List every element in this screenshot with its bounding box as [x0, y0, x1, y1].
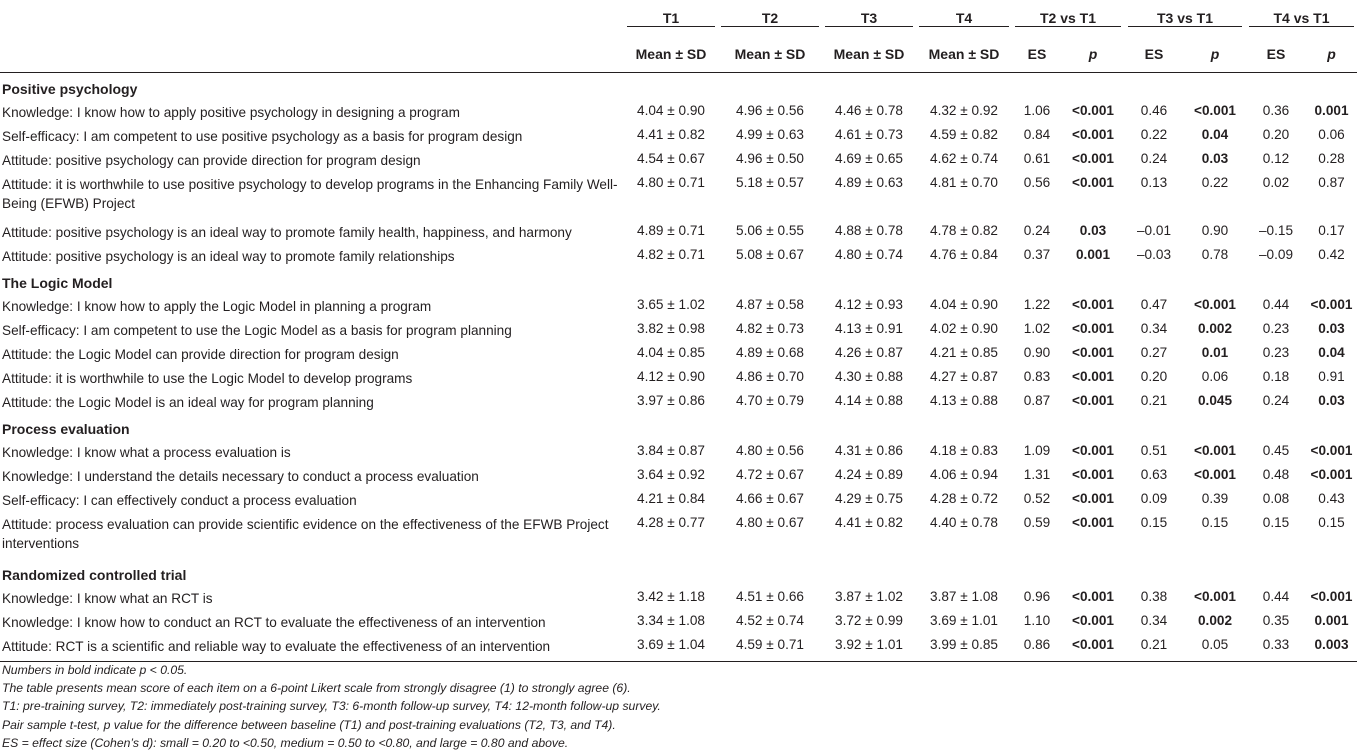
cell-p3: 0.22	[1201, 175, 1229, 190]
cell-t1: 3.34 ± 1.08	[637, 613, 705, 628]
cell-es3: 0.51	[1140, 443, 1168, 458]
cell-t2: 4.86 ± 0.70	[736, 369, 804, 384]
cell-es2: 0.84	[1023, 127, 1051, 142]
cell-t1: 3.97 ± 0.86	[637, 393, 705, 408]
cell-t2: 4.70 ± 0.79	[736, 393, 804, 408]
cell-t2: 4.87 ± 0.58	[736, 297, 804, 312]
item-label: Attitude: it is worthwhile to use the Logic Model to develop programs	[2, 371, 413, 386]
cell-es3: 0.34	[1140, 613, 1168, 628]
table-row	[0, 609, 1357, 633]
header-mean-sd: Mean ± SD	[718, 36, 822, 73]
cell-t3: 4.29 ± 0.75	[835, 491, 903, 506]
cell-es3: 0.63	[1140, 467, 1168, 482]
cell-t2: 4.51 ± 0.66	[736, 589, 804, 604]
cell-t3: 3.87 ± 1.02	[835, 589, 903, 604]
table-footnotes	[2, 661, 661, 752]
header-t4-vs-t1: T4 vs T1	[1246, 0, 1357, 36]
cell-es3: 0.15	[1140, 515, 1168, 530]
table-row	[0, 389, 1357, 413]
cell-es3: 0.46	[1140, 103, 1168, 118]
cell-t4: 3.99 ± 0.85	[916, 633, 1012, 662]
cell-t2: 4.82 ± 0.73	[736, 321, 804, 336]
cell-es4: –0.09	[1258, 247, 1294, 262]
header-row-sub	[0, 36, 1357, 73]
cell-t4: 4.59 ± 0.82	[930, 127, 998, 142]
cell-t1: 3.64 ± 0.92	[637, 467, 705, 482]
cell-t1: 3.65 ± 1.02	[637, 297, 705, 312]
cell-es3: 0.13	[1140, 175, 1168, 190]
header-blank	[0, 0, 624, 36]
table-row	[0, 341, 1357, 365]
cell-t3: 4.13 ± 0.91	[835, 321, 903, 336]
cell-t3: 4.61 ± 0.73	[835, 127, 903, 142]
table-row	[0, 633, 1357, 662]
section-header-row	[0, 73, 1357, 100]
table-row	[0, 243, 1357, 267]
item-label: Attitude: positive psychology is an ideal way to promote family health, happiness, and harmony	[2, 225, 572, 240]
cell-t2: 5.06 ± 0.55	[736, 223, 804, 238]
cell-p3: 0.04	[1201, 127, 1229, 142]
cell-p3: <0.001	[1194, 467, 1236, 482]
cell-p4: 0.15	[1318, 515, 1345, 530]
cell-es4: 0.08	[1262, 491, 1290, 506]
cell-p4: <0.001	[1310, 589, 1353, 604]
cell-p3: <0.001	[1194, 297, 1236, 312]
header-es: ES	[1124, 36, 1184, 73]
cell-p2: <0.001	[1072, 175, 1114, 190]
cell-t3: 4.26 ± 0.87	[835, 345, 903, 360]
header-es: ES	[1012, 36, 1062, 73]
cell-t1: 4.21 ± 0.84	[637, 491, 705, 506]
cell-es4: 0.48	[1262, 467, 1290, 482]
table-row	[0, 585, 1357, 609]
cell-t1: 3.42 ± 1.18	[637, 589, 705, 604]
header-blank	[0, 36, 624, 73]
section-title: Randomized controlled trial	[2, 567, 187, 583]
cell-p4: <0.001	[1310, 467, 1353, 482]
cell-p4: 0.06	[1318, 127, 1345, 142]
cell-t1: 4.82 ± 0.71	[637, 247, 705, 262]
cell-t1: 3.69 ± 1.04	[624, 633, 718, 662]
cell-es4: 0.18	[1262, 369, 1290, 384]
cell-es3: 0.20	[1140, 369, 1168, 384]
cell-es2: 0.61	[1023, 151, 1051, 166]
table-row	[0, 463, 1357, 487]
cell-es4: 0.24	[1262, 393, 1290, 408]
cell-t3: 4.88 ± 0.78	[835, 223, 903, 238]
cell-t1: 3.82 ± 0.98	[637, 321, 705, 336]
cell-t4: 4.78 ± 0.82	[930, 223, 998, 238]
cell-es3: 0.22	[1140, 127, 1168, 142]
header-es: ES	[1246, 36, 1306, 73]
table-row	[0, 317, 1357, 341]
section-header-row	[0, 559, 1357, 585]
cell-t1: 4.04 ± 0.90	[637, 103, 705, 118]
cell-p3: 0.39	[1201, 491, 1229, 506]
table-row	[0, 365, 1357, 389]
item-label: Self-efficacy: I am competent to use positive psychology as a basis for program design	[2, 129, 523, 144]
cell-p2: <0.001	[1072, 345, 1114, 360]
cell-t2: 4.52 ± 0.74	[736, 613, 804, 628]
cell-es2: 1.09	[1023, 443, 1051, 458]
cell-p4: 0.03	[1318, 321, 1345, 336]
cell-es2: 1.22	[1023, 297, 1051, 312]
cell-es4: 0.44	[1262, 297, 1290, 312]
cell-es4: 0.45	[1262, 443, 1290, 458]
footnote: The table presents mean score of each item on a 6-point Likert scale from strongly disagree (1) to strongly agree (6).	[2, 681, 631, 696]
cell-es3: 0.38	[1140, 589, 1168, 604]
cell-t1: 4.54 ± 0.67	[637, 151, 705, 166]
item-label: Knowledge: I know what an RCT is	[2, 591, 213, 606]
header-mean-sd: Mean ± SD	[624, 36, 718, 73]
cell-es3: 0.34	[1140, 321, 1168, 336]
cell-p3: <0.001	[1194, 103, 1236, 118]
header-p: p	[1306, 36, 1357, 73]
cell-es2: 0.24	[1023, 223, 1051, 238]
table-row	[0, 219, 1357, 243]
cell-p3: 0.05	[1184, 633, 1246, 662]
cell-p4: 0.003	[1306, 633, 1357, 662]
cell-t2: 4.80 ± 0.56	[736, 443, 804, 458]
section-title: The Logic Model	[2, 275, 113, 291]
item-label: Attitude: positive psychology is an ideal way to promote family relationships	[2, 249, 455, 264]
cell-t4: 3.87 ± 1.08	[930, 589, 998, 604]
cell-t4: 4.40 ± 0.78	[930, 515, 998, 530]
header-t2-vs-t1: T2 vs T1	[1012, 0, 1124, 36]
cell-t4: 4.32 ± 0.92	[930, 103, 998, 118]
cell-p3: <0.001	[1194, 443, 1236, 458]
cell-es4: –0.15	[1258, 223, 1294, 238]
cell-p2: <0.001	[1072, 151, 1114, 166]
cell-es2: 0.90	[1023, 345, 1051, 360]
cell-es2: 1.06	[1023, 103, 1051, 118]
cell-p4: <0.001	[1310, 443, 1353, 458]
cell-es3: –0.01	[1136, 223, 1172, 238]
cell-t4: 3.69 ± 1.01	[930, 613, 998, 628]
cell-t2: 4.80 ± 0.67	[736, 515, 804, 530]
cell-t2: 5.08 ± 0.67	[736, 247, 804, 262]
cell-p4: 0.17	[1318, 223, 1345, 238]
section-header-row	[0, 413, 1357, 439]
cell-t1: 4.12 ± 0.90	[637, 369, 705, 384]
cell-es4: 0.33	[1246, 633, 1306, 662]
section-title: Positive psychology	[2, 81, 138, 97]
item-label: Attitude: the Logic Model is an ideal way for program planning	[2, 395, 374, 410]
cell-t3: 4.69 ± 0.65	[835, 151, 903, 166]
cell-t3: 4.31 ± 0.86	[835, 443, 903, 458]
cell-p2: <0.001	[1072, 321, 1114, 336]
cell-t4: 4.02 ± 0.90	[930, 321, 998, 336]
cell-p2: <0.001	[1072, 613, 1114, 628]
cell-t3: 4.24 ± 0.89	[835, 467, 903, 482]
table-body	[0, 73, 1357, 662]
cell-es4: 0.15	[1262, 515, 1290, 530]
cell-es3: –0.03	[1136, 247, 1172, 262]
cell-es4: 0.36	[1262, 103, 1290, 118]
cell-t1: 4.28 ± 0.77	[637, 515, 705, 530]
footnote: ES = effect size (Cohen’s d): small = 0.20 to <0.50, medium = 0.50 to <0.80, and large = 0.80 and above.	[2, 735, 569, 750]
cell-p4: 0.001	[1314, 613, 1349, 628]
cell-t4: 4.76 ± 0.84	[930, 247, 998, 262]
cell-es4: 0.23	[1262, 345, 1290, 360]
cell-p2: 0.03	[1079, 223, 1107, 238]
table-row	[0, 123, 1357, 147]
cell-es2: 0.96	[1023, 589, 1051, 604]
item-label: Self-efficacy: I can effectively conduct a process evaluation	[2, 493, 357, 508]
header-mean-sd: Mean ± SD	[916, 36, 1012, 73]
item-label: Knowledge: I know how to apply positive psychology in designing a program	[2, 105, 460, 120]
footnote: T1: pre-training survey, T2: immediately post-training survey, T3: 6-month follow-up survey, T4: 12-month follow-up survey.	[2, 699, 661, 714]
cell-t4: 4.18 ± 0.83	[930, 443, 998, 458]
item-label: Attitude: RCT is a scientific and reliable way to evaluate the effectiveness of an intervention	[0, 633, 624, 662]
cell-p3: 0.06	[1201, 369, 1229, 384]
cell-es4: 0.35	[1262, 613, 1290, 628]
cell-es2: 1.10	[1023, 613, 1051, 628]
cell-t2: 4.96 ± 0.50	[736, 151, 804, 166]
table-row	[0, 439, 1357, 463]
item-label: Knowledge: I know what a process evaluation is	[2, 445, 291, 460]
header-t4: T4	[916, 0, 1012, 36]
cell-es4: 0.02	[1262, 175, 1290, 190]
cell-p4: 0.42	[1318, 247, 1345, 262]
cell-p3: 0.01	[1201, 345, 1229, 360]
item-label: Attitude: positive psychology can provide direction for program design	[2, 153, 421, 168]
cell-t4: 4.81 ± 0.70	[930, 175, 998, 190]
table-row	[0, 147, 1357, 171]
cell-t3: 4.14 ± 0.88	[835, 393, 903, 408]
cell-p2: <0.001	[1072, 589, 1114, 604]
header-p: p	[1184, 36, 1246, 73]
cell-p2: 0.001	[1075, 247, 1111, 262]
cell-t2: 5.18 ± 0.57	[736, 175, 804, 190]
cell-t3: 4.12 ± 0.93	[835, 297, 903, 312]
cell-t4: 4.62 ± 0.74	[930, 151, 998, 166]
cell-t3: 4.80 ± 0.74	[835, 247, 903, 262]
cell-p4: 0.001	[1314, 103, 1349, 118]
cell-p3: 0.78	[1201, 247, 1229, 262]
cell-t1: 4.80 ± 0.71	[637, 175, 705, 190]
cell-p4: 0.28	[1318, 151, 1345, 166]
cell-es3: 0.21	[1124, 633, 1184, 662]
cell-t3: 4.89 ± 0.63	[835, 175, 903, 190]
cell-p4: 0.87	[1318, 175, 1345, 190]
footnote: Numbers in bold indicate p < 0.05.	[2, 663, 188, 677]
cell-t1: 4.89 ± 0.71	[637, 223, 705, 238]
cell-t2: 4.89 ± 0.68	[736, 345, 804, 360]
cell-p3: 0.002	[1197, 613, 1233, 628]
cell-p2: <0.001	[1072, 369, 1114, 384]
cell-t1: 4.04 ± 0.85	[637, 345, 705, 360]
table-row	[0, 487, 1357, 511]
cell-es2: 0.52	[1023, 491, 1051, 506]
cell-t4: 4.13 ± 0.88	[930, 393, 998, 408]
cell-t2: 4.96 ± 0.56	[736, 103, 804, 118]
cell-p4: <0.001	[1310, 297, 1353, 312]
cell-t2: 4.59 ± 0.71	[718, 633, 822, 662]
header-row-top	[0, 0, 1357, 36]
cell-p2: <0.001	[1072, 393, 1114, 408]
cell-p2: <0.001	[1072, 491, 1114, 506]
cell-p3: 0.15	[1201, 515, 1229, 530]
cell-t4: 4.27 ± 0.87	[930, 369, 998, 384]
cell-es3: 0.27	[1140, 345, 1168, 360]
item-label: Knowledge: I know how to conduct an RCT to evaluate the effectiveness of an intervention	[2, 615, 546, 630]
header-t2: T2	[718, 0, 822, 36]
cell-es3: 0.47	[1140, 297, 1168, 312]
cell-p2: <0.001	[1072, 467, 1114, 482]
item-label: Knowledge: I know how to apply the Logic Model in planning a program	[2, 299, 432, 314]
table-row	[0, 293, 1357, 317]
cell-p4: 0.43	[1318, 491, 1345, 506]
cell-es2: 0.87	[1023, 393, 1051, 408]
cell-t4: 4.21 ± 0.85	[930, 345, 998, 360]
cell-es3: 0.21	[1140, 393, 1168, 408]
cell-p3: 0.03	[1201, 151, 1229, 166]
cell-es2: 0.86	[1012, 633, 1062, 662]
cell-t3: 3.72 ± 0.99	[835, 613, 903, 628]
cell-t4: 4.04 ± 0.90	[930, 297, 998, 312]
cell-p2: <0.001	[1072, 443, 1114, 458]
cell-es4: 0.12	[1262, 151, 1290, 166]
cell-es2: 0.56	[1023, 175, 1051, 190]
table-row	[0, 171, 1357, 219]
cell-es3: 0.24	[1140, 151, 1168, 166]
cell-p2: <0.001	[1072, 127, 1114, 142]
cell-p3: 0.045	[1197, 393, 1233, 408]
cell-t4: 4.06 ± 0.94	[930, 467, 998, 482]
cell-es2: 1.02	[1023, 321, 1051, 336]
cell-es2: 0.37	[1023, 247, 1051, 262]
cell-p3: 0.002	[1197, 321, 1233, 336]
cell-p2: <0.001	[1062, 633, 1124, 662]
cell-t2: 4.72 ± 0.67	[736, 467, 804, 482]
cell-p2: <0.001	[1072, 297, 1114, 312]
cell-p3: 0.90	[1201, 223, 1229, 238]
item-label: Attitude: it is worthwhile to use positive psychology to develop programs in the Enhancing Family Well-Being (EFWB) Project	[2, 177, 618, 211]
cell-t3: 4.30 ± 0.88	[835, 369, 903, 384]
cell-t4: 4.28 ± 0.72	[930, 491, 998, 506]
header-t3-vs-t1: T3 vs T1	[1124, 0, 1246, 36]
item-label: Attitude: process evaluation can provide scientific evidence on the effectiveness of the EFWB Project interventions	[2, 517, 609, 551]
cell-t1: 3.84 ± 0.87	[637, 443, 705, 458]
cell-es4: 0.23	[1262, 321, 1290, 336]
cell-p2: <0.001	[1072, 515, 1114, 530]
cell-t3: 3.92 ± 1.01	[822, 633, 916, 662]
cell-t2: 4.66 ± 0.67	[736, 491, 804, 506]
cell-es3: 0.09	[1140, 491, 1168, 506]
section-header-row	[0, 267, 1357, 293]
cell-t2: 4.99 ± 0.63	[736, 127, 804, 142]
cell-p4: 0.91	[1318, 369, 1345, 384]
cell-t3: 4.41 ± 0.82	[835, 515, 903, 530]
item-label: Knowledge: I understand the details necessary to conduct a process evaluation	[2, 469, 479, 484]
item-label: Attitude: the Logic Model can provide direction for program design	[2, 347, 399, 362]
header-t3: T3	[822, 0, 916, 36]
section-title: Process evaluation	[2, 421, 130, 437]
cell-t3: 4.46 ± 0.78	[835, 103, 903, 118]
cell-p4: 0.04	[1318, 345, 1345, 360]
footnote: Pair sample t-test, p value for the difference between baseline (T1) and post-training evaluations (T2, T3, and T4).	[2, 717, 616, 732]
header-p: p	[1062, 36, 1124, 73]
cell-es4: 0.20	[1262, 127, 1290, 142]
header-mean-sd: Mean ± SD	[822, 36, 916, 73]
table-row	[0, 99, 1357, 123]
cell-p3: <0.001	[1194, 589, 1236, 604]
cell-es4: 0.44	[1262, 589, 1290, 604]
cell-p4: 0.03	[1318, 393, 1345, 408]
cell-es2: 0.83	[1023, 369, 1051, 384]
cell-es2: 0.59	[1023, 515, 1051, 530]
item-label: Self-efficacy: I am competent to use the Logic Model as a basis for program planning	[2, 323, 512, 338]
cell-es2: 1.31	[1023, 467, 1051, 482]
header-t1: T1	[624, 0, 718, 36]
table-row	[0, 511, 1357, 559]
cell-t1: 4.41 ± 0.82	[637, 127, 705, 142]
cell-p2: <0.001	[1072, 103, 1114, 118]
